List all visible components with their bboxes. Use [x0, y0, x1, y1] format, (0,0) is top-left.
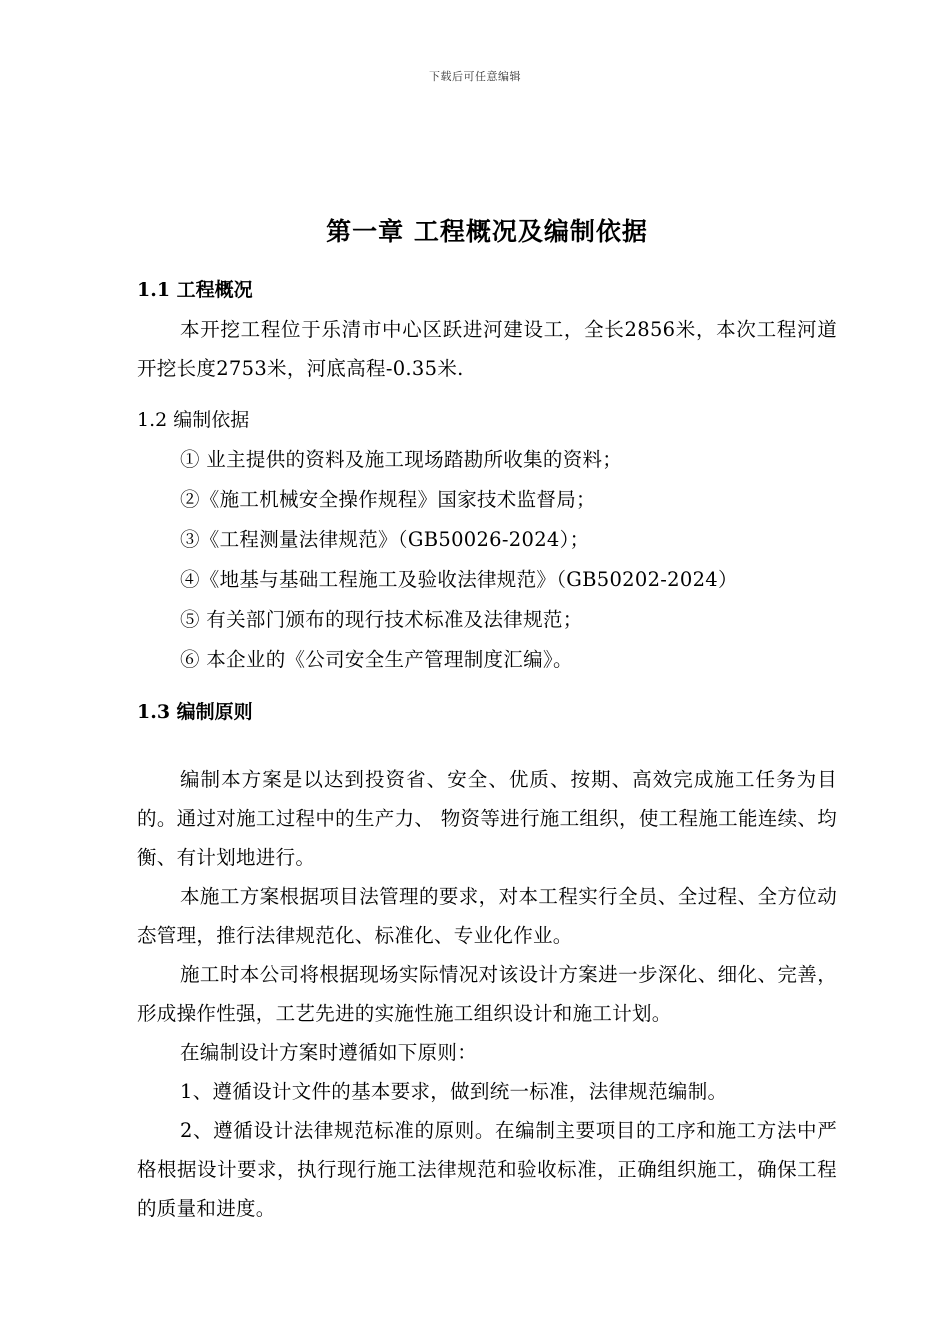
- basis-item-6: ⑥ 本企业的《公司安全生产管理制度汇编》。: [180, 648, 573, 671]
- principle-paragraph-3: 施工时本公司将根据现场实际情况对该设计方案进一步深化、细化、完善，形成操作性强，工艺先进的实施性施工组织设计和施工计划。: [137, 963, 837, 1025]
- section-1-1: [137, 270, 837, 388]
- principle-paragraph-2: 本施工方案根据项目法管理的要求，对本工程实行全员、全过程、全方位动态管理，推行法律规范化、标准化、专业化作业。: [137, 885, 837, 947]
- header-note: 下载后可任意编辑: [429, 70, 521, 83]
- basis-item-5: ⑤ 有关部门颁布的现行技术标准及法律规范；: [180, 608, 583, 631]
- principle-paragraph-4: 在编制设计方案时遵循如下原则：: [180, 1041, 478, 1064]
- section-heading-1-1: 1.1 工程概况: [137, 279, 253, 301]
- basis-item-1: ① 业主提供的资料及施工现场踏勘所收集的资料；: [180, 448, 623, 471]
- principle-paragraph-5: 1、遵循设计文件的基本要求，做到统一标准，法律规范编制。: [180, 1080, 728, 1103]
- basis-item-2: ②《施工机械安全操作规程》国家技术监督局；: [180, 488, 596, 511]
- project-overview-paragraph: 本开挖工程位于乐清市中心区跃进河建设工，全长2856米，本次工程河道开挖长度2753米，河底高程-0.35米.: [137, 318, 837, 380]
- principle-paragraph-6: 2、遵循设计法律规范标准的原则。在编制主要项目的工序和施工方法中严格根据设计要求，执行现行施工法律规范和验收标准，正确组织施工，确保工程的质量和进度。: [137, 1119, 837, 1220]
- document-body: [137, 212, 837, 1228]
- chapter-title: 第一章 工程概况及编制依据: [326, 217, 648, 246]
- section-heading-1-2: 1.2 编制依据: [137, 409, 250, 431]
- section-1-2: [137, 400, 837, 680]
- basis-item-4: ④《地基与基础工程施工及验收法律规范》（GB50202-2024）: [180, 568, 738, 591]
- principle-paragraph-1: 编制本方案是以达到投资省、安全、优质、按期、高效完成施工任务为目的。通过对施工过程中的生产力、 物资等进行施工组织，使工程施工能连续、均衡、有计划地进行。: [137, 768, 837, 869]
- basis-item-3: ③《工程测量法律规范》（GB50026-2024）；: [180, 528, 590, 551]
- section-heading-1-3: 1.3 编制原则: [137, 701, 253, 723]
- section-1-3: [137, 692, 837, 1228]
